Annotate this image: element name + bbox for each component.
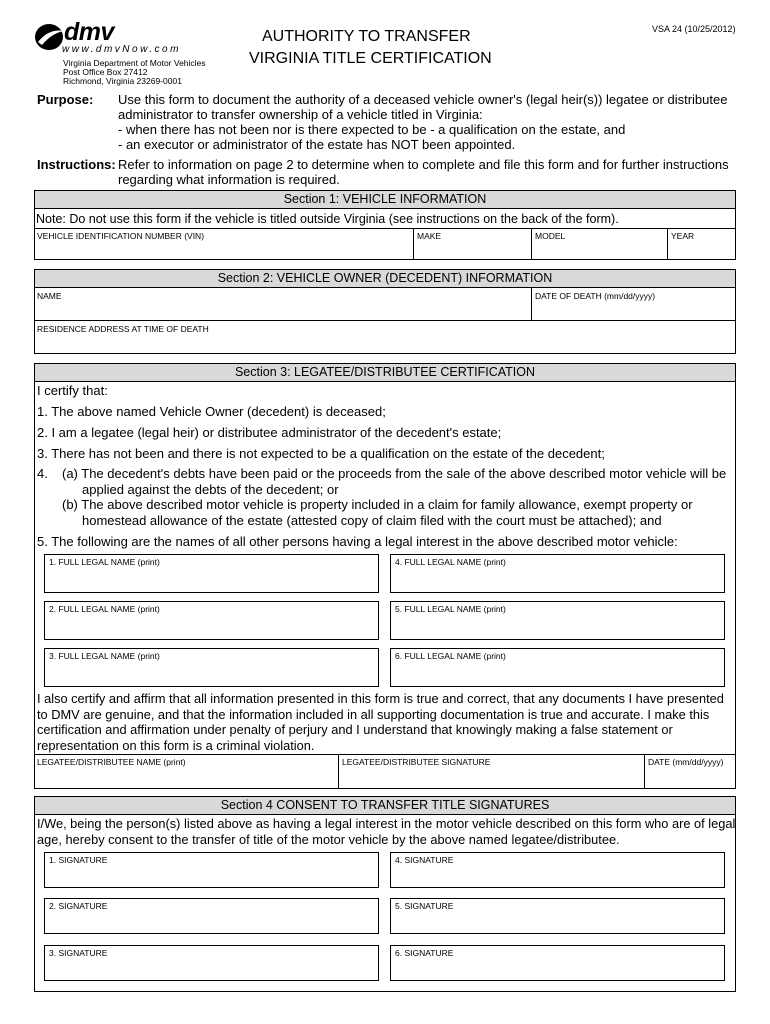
legal-name-1-label: 1. FULL LEGAL NAME (print) [49,557,160,567]
signature-2-field[interactable] [44,898,379,934]
model-field[interactable]: MODEL [535,231,566,241]
section1-note: Note: Do not use this form if the vehicle is titled outside Virginia (see instructions on the back of the form). [36,212,619,226]
legal-name-4-label: 4. FULL LEGAL NAME (print) [395,557,506,567]
legatee-date-field[interactable]: DATE (mm/dd/yyyy) [648,757,724,767]
certify-item-4b-line-1: (b) The above described motor vehicle is property included in a claim for family allowance, exempt property or [62,497,693,512]
instructions-line-1: Refer to information on page 2 to determine when to complete and file this form and for further instructions [118,157,729,172]
legal-name-3-field[interactable] [44,648,379,687]
purpose-line-1: Use this form to document the authority of a deceased vehicle owner's (legal heir(s)) legatee or distributee [118,92,728,107]
vin-field[interactable]: VEHICLE IDENTIFICATION NUMBER (VIN) [37,231,205,241]
section4-header: Section 4 CONSENT TO TRANSFER TITLE SIGNATURES [34,796,736,815]
logo-url: www.dmvNow.com [62,44,181,55]
section1-header: Section 1: VEHICLE INFORMATION [34,190,736,209]
year-field[interactable]: YEAR [671,231,695,241]
signature-4-label: 4. SIGNATURE [395,855,454,865]
legal-name-1-field[interactable] [44,554,379,593]
certify-item-4a-line-2: applied against the debts of the decedent; or [82,482,339,497]
purpose-line-3: - when there has not been nor is there expected to be - a qualification on the estate, and [118,122,626,137]
consent-line-1: I/We, being the person(s) listed above as having a legal interest in the motor vehicle described on this form who are of legal [37,816,736,831]
legal-name-4-field[interactable] [390,554,725,593]
affirm-line-2: to DMV are genuine, and that the information included in all supporting documentation is true and accurate. I make this [37,707,710,722]
affirm-line-1: I also certify and affirm that all information presented in this form is true and correct, that any documents I have presented [37,691,724,706]
signature-6-label: 6. SIGNATURE [395,948,454,958]
legal-name-6-field[interactable] [390,648,725,687]
signature-3-field[interactable] [44,945,379,981]
signature-5-label: 5. SIGNATURE [395,901,454,911]
owner-name-field[interactable]: NAME [37,291,62,301]
signature-1-label: 1. SIGNATURE [49,855,108,865]
certify-item-4b-line-2: homestead allowance of the estate (attested copy of claim filed with the court must be attached); and [82,513,662,528]
legal-name-2-field[interactable] [44,601,379,640]
purpose-label: Purpose: [37,92,94,107]
certify-item-4-number: 4. [37,466,48,481]
agency-po-box: Post Office Box 27412 [63,67,148,77]
purpose-line-2: administrator to transfer ownership of a vehicle titled in Virginia: [118,107,483,122]
legal-name-2-label: 2. FULL LEGAL NAME (print) [49,604,160,614]
certify-item-1: 1. The above named Vehicle Owner (decedent) is deceased; [37,404,386,419]
legal-name-5-label: 5. FULL LEGAL NAME (print) [395,604,506,614]
signature-4-field[interactable] [390,852,725,888]
certify-item-2: 2. I am a legatee (legal heir) or distributee administrator of the decedent's estate; [37,425,502,440]
signature-3-label: 3. SIGNATURE [49,948,108,958]
certify-item-4a-line-1: (a) The decedent's debts have been paid or the proceeds from the sale of the above described motor vehicle will be [62,466,727,481]
date-of-death-field[interactable]: DATE OF DEATH (mm/dd/yyyy) [535,291,656,301]
agency-city: Richmond, Virginia 23269-0001 [63,76,182,86]
signature-6-field[interactable] [390,945,725,981]
affirm-line-4: representation on this form is a criminal violation. [37,738,315,753]
agency-name: Virginia Department of Motor Vehicles [63,58,206,68]
certify-item-5: 5. The following are the names of all other persons having a legal interest in the above described motor vehicle: [37,534,678,549]
certify-text: I certify that: [37,383,108,398]
legal-name-6-label: 6. FULL LEGAL NAME (print) [395,651,506,661]
certify-item-3: 3. There has not been and there is not expected to be a qualification on the estate of the decedent; [37,446,605,461]
logo-word: dmv [64,18,114,46]
legal-name-3-label: 3. FULL LEGAL NAME (print) [49,651,160,661]
title-line-1: AUTHORITY TO TRANSFER [262,28,471,45]
instructions-label: Instructions: [37,157,116,172]
signature-2-label: 2. SIGNATURE [49,901,108,911]
legatee-signature-field[interactable]: LEGATEE/DISTRIBUTEE SIGNATURE [342,757,491,767]
purpose-line-4: - an executor or administrator of the estate has NOT been appointed. [118,137,516,152]
section3-header: Section 3: LEGATEE/DISTRIBUTEE CERTIFICATION [34,363,736,382]
make-field[interactable]: MAKE [417,231,442,241]
signature-5-field[interactable] [390,898,725,934]
legatee-name-field[interactable]: LEGATEE/DISTRIBUTEE NAME (print) [37,757,186,767]
section2-header: Section 2: VEHICLE OWNER (DECEDENT) INFORMATION [34,269,736,288]
signature-1-field[interactable] [44,852,379,888]
title-line-2: VIRGINIA TITLE CERTIFICATION [249,50,492,67]
residence-address-field[interactable]: RESIDENCE ADDRESS AT TIME OF DEATH [37,324,209,334]
consent-line-2: age, hereby consent to the transfer of title of the motor vehicle by the above named legatee/distributee. [37,832,620,847]
legal-name-5-field[interactable] [390,601,725,640]
affirm-line-3: certification and affirmation under penalty of perjury and I understand that knowingly making a false statement or [37,722,673,737]
instructions-line-2: regarding what information is required. [118,172,340,187]
form-number: VSA 24 (10/25/2012) [652,24,736,34]
